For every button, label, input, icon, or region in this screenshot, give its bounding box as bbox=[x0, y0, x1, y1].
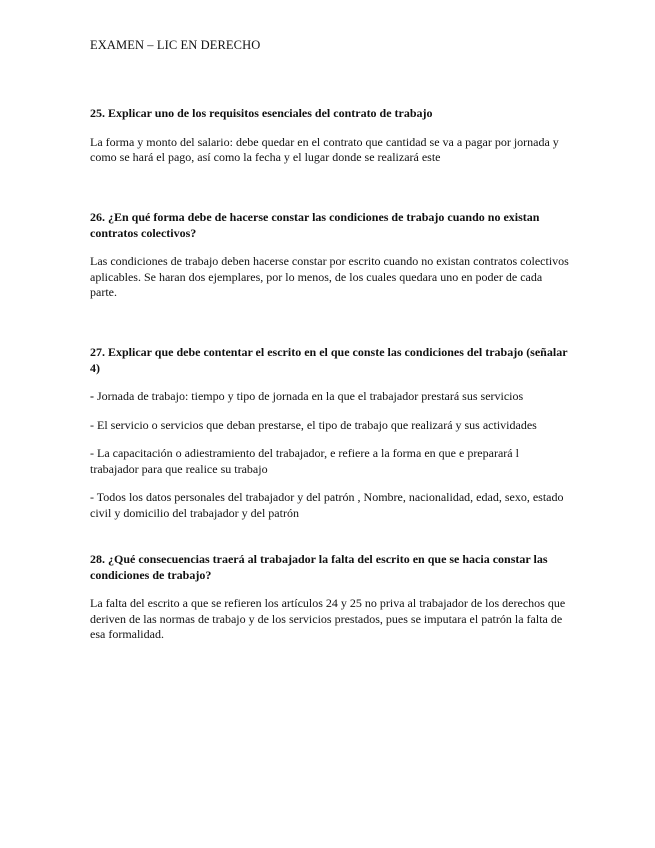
question-26-title: 26. ¿En qué forma debe de hacerse constar las condiciones de trabajo cuando no existan contratos colectivos? bbox=[90, 210, 540, 240]
question-27-item-1 bbox=[90, 389, 570, 405]
question-26-block bbox=[90, 210, 570, 301]
question-27-item-1-dash: - bbox=[90, 389, 94, 403]
question-27-title: 27. Explicar que debe contentar el escrito en el que conste las condiciones del trabajo (señalar 4) bbox=[90, 345, 568, 375]
question-27-item-4: - Todos los datos personales del trabajador y del patrón , Nombre, nacionalidad, edad, sexo, estado civil y domicilio del trabajador y del patrón bbox=[90, 490, 564, 520]
question-25-block bbox=[90, 106, 570, 166]
question-28-answer: La falta del escrito a que se refieren los artículos 24 y 25 no priva al trabajador de los derechos que deriven de las normas de trabajo y de los servicios prestados, pues se imputara el patrón la falta de esa formalidad. bbox=[90, 596, 566, 641]
question-25-answer: La forma y monto del salario: debe quedar en el contrato que cantidad se va a pagar por jornada y como se hará el pago, así como la fecha y el lugar donde se realizará este bbox=[90, 134, 559, 164]
question-28-title: 28. ¿Qué consecuencias traerá al trabajador la falta del escrito en que se hacia constar las condiciones de trabajo? bbox=[90, 552, 548, 582]
question-28-block bbox=[90, 552, 570, 643]
question-27-item-1-text: Jornada de trabajo: tiempo y tipo de jornada en la que el trabajador prestará sus servicios bbox=[94, 389, 524, 403]
question-25-title: 25. Explicar uno de los requisitos esenciales del contrato de trabajo bbox=[90, 106, 433, 120]
question-27-item-2: - El servicio o servicios que deban prestarse, el tipo de trabajo que realizará y sus actividades bbox=[90, 417, 537, 432]
question-26-answer: Las condiciones de trabajo deben hacerse constar por escrito cuando no existan contratos colectivos aplicables. Se haran dos ejemplares, por lo menos, de los cuales quedara uno en poder de cada parte. bbox=[90, 254, 569, 299]
question-27-block bbox=[90, 345, 570, 521]
page-header: EXAMEN – LIC EN DERECHO bbox=[90, 38, 261, 52]
question-27-item-3: - La capacitación o adiestramiento del trabajador, e refiere a la forma en que e preparará l trabajador para que realice su trabajo bbox=[90, 446, 519, 476]
